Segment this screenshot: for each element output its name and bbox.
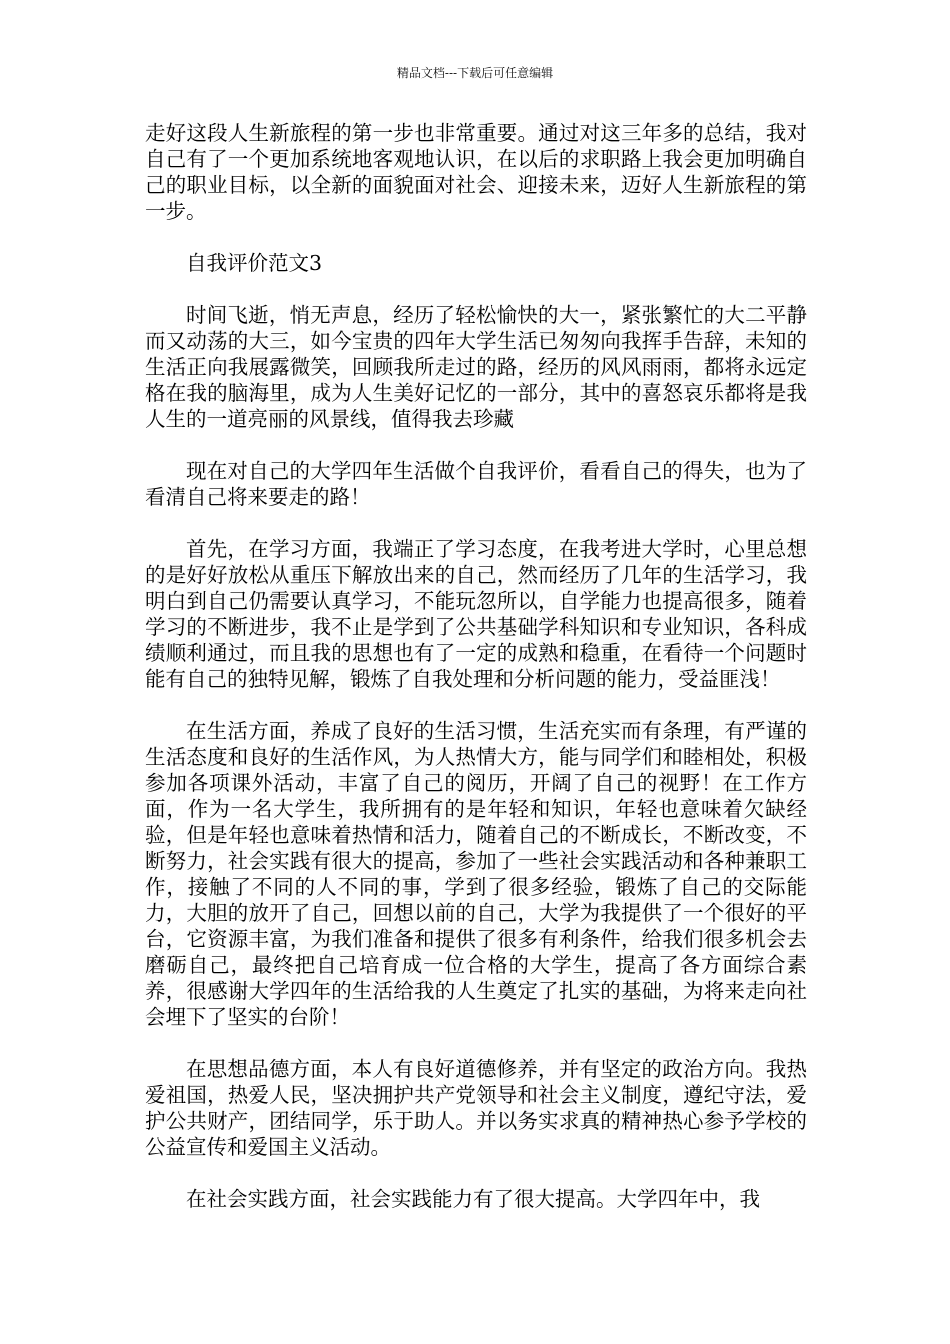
- paragraph-intro: 走好这段人生新旅程的第一步也非常重要。通过对这三年多的总结，我对自己有了一个更加系统地客观地认识，在以后的求职路上我会更加明确自己的职业目标，以全新的面貌面对社会、迎接未来，迈好人生新旅程的第一步。: [145, 121, 807, 223]
- paragraph-morality: 在思想品德方面，本人有良好道德修养，并有坚定的政治方向。我热爱祖国，热爱人民，坚决拥护共产党领导和社会主义制度，遵纪守法，爱护公共财产，团结同学，乐于助人。并以务实求真的精神热心参予学校的公益宣传和爱国主义活动。: [145, 1057, 807, 1159]
- paragraph-gap: [145, 1030, 807, 1056]
- paragraph-gap: [145, 276, 807, 302]
- paragraph-gap: [145, 1160, 807, 1186]
- paragraph-study: 首先，在学习方面，我端正了学习态度，在我考进大学时，心里总想的是好好放松从重压下解放出来的自己，然而经历了几年的生活学习，我明白到自己仍需要认真学习，不能玩忽所以，自学能力也提高很多，随着学习的不断进步，我不止是学到了公共基础学科知识和专业知识，各科成绩顺利通过，而且我的思想也有了一定的成熟和稳重，在看待一个问题时能有自己的独特见解，锻炼了自我处理和分析问题的能力，受益匪浅！: [145, 537, 807, 691]
- paragraph-reflection: 时间飞逝，悄无声息，经历了轻松愉快的大一，紧张繁忙的大二平静而又动荡的大三，如今宝贵的四年大学生活已匆匆向我挥手告辞，未知的生活正向我展露微笑，回顾我所走过的路，经历的风风雨雨，都将永远定格在我的脑海里，成为人生美好记忆的一部分，其中的喜怒哀乐都将是我人生的一道亮丽的风景线，值得我去珍藏: [145, 303, 807, 431]
- paragraph-purpose: 现在对自己的大学四年生活做个自我评价，看看自己的得失，也为了看清自己将来要走的路！: [145, 459, 807, 509]
- paragraph-gap: [145, 224, 807, 250]
- page-header: 精品文档---下载后可任意编辑: [396, 66, 554, 80]
- paragraph-gap: [145, 510, 807, 536]
- paragraph-life-work: 在生活方面，养成了良好的生活习惯，生活充实而有条理，有严谨的生活态度和良好的生活作风，为人热情大方，能与同学们和睦相处，积极参加各项课外活动，丰富了自己的阅历，开阔了自己的视野！在工作方面，作为一名大学生，我所拥有的是年轻和知识，年轻也意味着欠缺经验，但是年轻也意味着热情和活力，随着自己的不断成长，不断改变，不断努力，社会实践有很大的提高，参加了一些社会实践活动和各种兼职工作，接触了不同的人不同的事，学到了很多经验，锻炼了自己的交际能力，大胆的放开了自己，回想以前的自己，大学为我提供了一个很好的平台，它资源丰富，为我们准备和提供了很多有利条件，给我们很多机会去磨砺自己，最终把自己培育成一位合格的大学生，提高了各方面综合素养，很感谢大学四年的生活给我的人生奠定了扎实的基础，为将来走向社会埋下了坚实的台阶！: [145, 719, 807, 1029]
- paragraph-gap: [145, 692, 807, 718]
- document-body: [145, 120, 807, 1212]
- section-heading: 自我评价范文3: [186, 251, 323, 275]
- paragraph-social-practice: 在社会实践方面，社会实践能力有了很大提高。大学四年中，我: [186, 1187, 760, 1211]
- paragraph-gap: [145, 432, 807, 458]
